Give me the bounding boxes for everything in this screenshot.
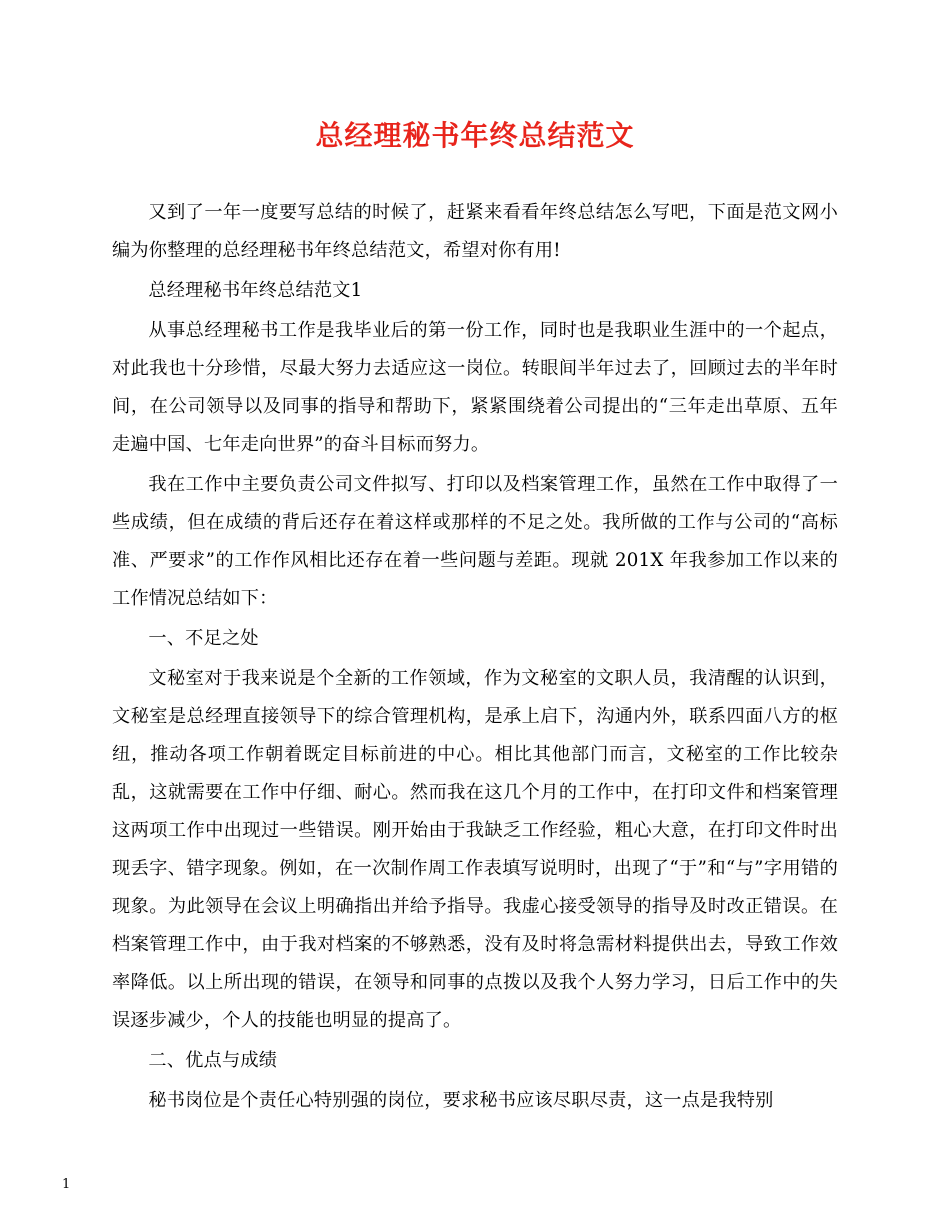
document-body — [112, 154, 838, 1120]
page-number: 1 — [62, 1177, 71, 1192]
section-heading-two: 二、优点与成绩 — [148, 1050, 278, 1072]
page-title: 总经理秘书年终总结范文 — [315, 119, 635, 152]
paragraph-heading: 总经理秘书年终总结范文1 — [148, 280, 363, 302]
paragraph: 文秘室对于我来说是个全新的工作领域，作为文秘室的文职人员，我清醒的认识到，文秘室是总经理直接领导下的综合管理机构，是承上启下，沟通内外，联系四面八方的枢纽，推动各项工作朝着既定目标前进的中心。相比其他部门而言，文秘室的工作比较杂乱，这就需要在工作中仔细、耐心。然而我在这几个月的工作中，在打印文件和档案管理这两项工作中出现过一些错误。刚开始由于我缺乏工作经验，粗心大意，在打印文件时出现丢字、错字现象。例如，在一次制作周工作表填写说明时，出现了“于”和“与”字用错的现象。为此领导在会议上明确指出并给予指导。我虚心接受领导的指导及时改正错误。在档案管理工作中，由于我对档案的不够熟悉，没有及时将急需材料提供出去，导致工作效率降低。以上所出现的错误，在领导和同事的点拨以及我个人努力学习，日后工作中的失误逐步减少，个人的技能也明显的提高了。 — [112, 668, 838, 1032]
paragraph: 我在工作中主要负责公司文件拟写、打印以及档案管理工作，虽然在工作中取得了一些成绩，但在成绩的背后还存在着这样或那样的不足之处。我所做的工作与公司的“高标准、严要求”的工作作风相比还存在着一些问题与差距。现就 201X 年我参加工作以来的工作情况总结如下： — [112, 474, 838, 610]
paragraph: 又到了一年一度要写总结的时候了，赶紧来看看年终总结怎么写吧，下面是范文网小编为你整理的总经理秘书年终总结范文，希望对你有用! — [112, 202, 838, 262]
section-heading-one: 一、不足之处 — [148, 628, 259, 650]
paragraph: 从事总经理秘书工作是我毕业后的第一份工作，同时也是我职业生涯中的一个起点，对此我也十分珍惜，尽最大努力去适应这一岗位。转眼间半年过去了，回顾过去的半年时间，在公司领导以及同事的指导和帮助下，紧紧围绕着公司提出的“三年走出草原、五年走遍中国、七年走向世界”的奋斗目标而努力。 — [112, 320, 838, 456]
paragraph: 秘书岗位是个责任心特别强的岗位，要求秘书应该尽职尽责，这一点是我特别 — [148, 1090, 774, 1112]
